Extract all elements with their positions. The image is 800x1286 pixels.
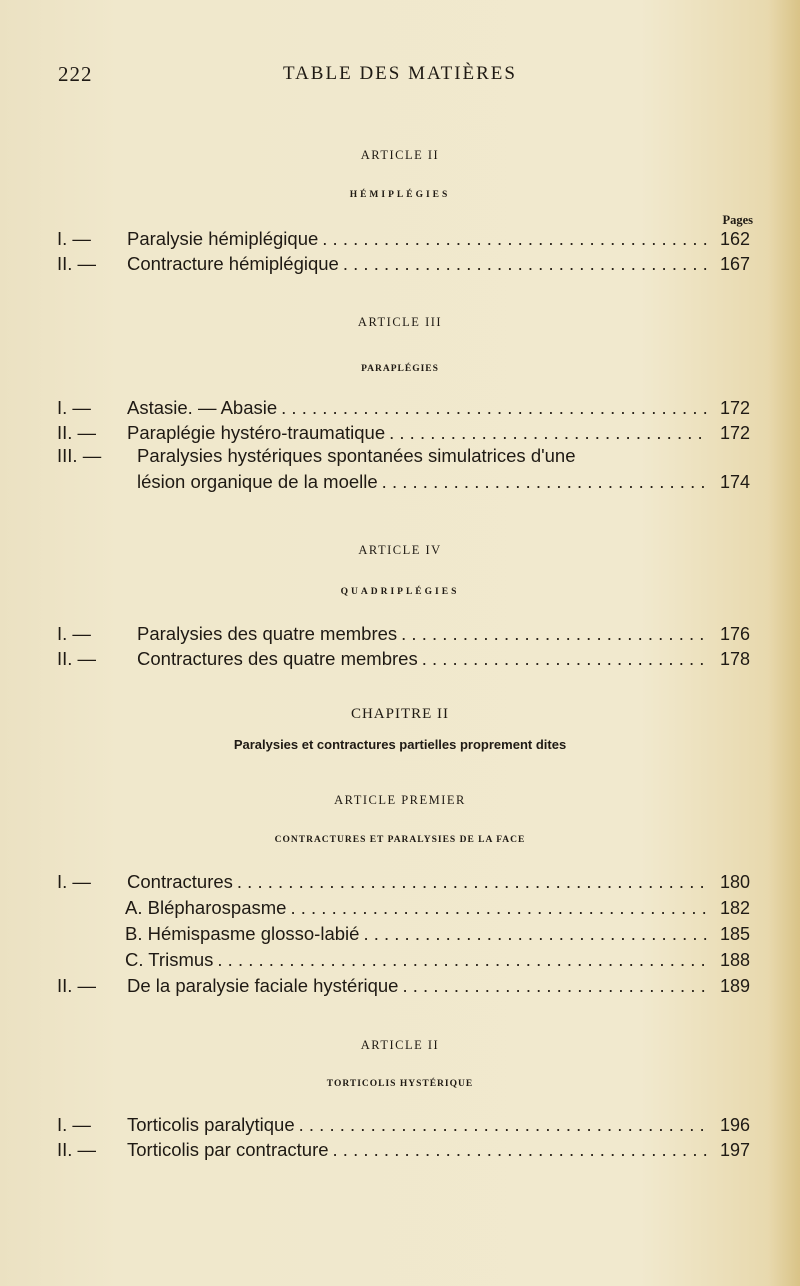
toc-entry[interactable]: [137, 469, 750, 495]
entry-title: Contractures: [127, 871, 233, 892]
article-heading: ARTICLE III: [357, 315, 443, 329]
leader-dots: [401, 621, 708, 647]
toc-entry[interactable]: [125, 921, 750, 947]
entry-page: 176: [719, 624, 750, 644]
article-heading: ARTICLE II: [360, 1038, 440, 1052]
entry-page: 189: [719, 976, 750, 996]
leader-dots: [389, 420, 708, 446]
entry-title: Contracture hémiplégique: [127, 253, 339, 274]
entry-title: Paraplégie hystéro-traumatique: [127, 422, 386, 443]
entry-title: Paralysies des quatre membres: [137, 623, 398, 644]
entry-title: Paralysies hystériques spontanées simulatrices d'une: [137, 445, 576, 466]
article-subtitle: PARAPLÉGIES: [361, 364, 439, 374]
entry-page: 174: [719, 472, 750, 492]
entry-page: 185: [719, 924, 750, 944]
chapter-subtitle: Paralysies et contractures partielles proprement dites: [233, 737, 567, 752]
leader-dots: [322, 226, 708, 252]
entry-page: 188: [719, 950, 750, 970]
toc-entry[interactable]: II. — Contractures des quatre membres . . . 178: [57, 646, 750, 672]
leader-dots: [363, 921, 708, 947]
entry-title: B. Hémispasme glosso-labié: [125, 923, 360, 944]
toc-entry[interactable]: II. — Contracture hémiplégique . . . 167: [57, 251, 750, 277]
leader-dots: [422, 646, 708, 672]
leader-dots: [333, 1137, 708, 1163]
entry-page: 172: [719, 423, 750, 443]
toc-entry[interactable]: I. — Torticolis paralytique . . . 196: [57, 1112, 750, 1138]
toc-entry[interactable]: I. — Paralysie hémiplégique . . . 162: [57, 226, 750, 252]
entry-page: 172: [719, 398, 750, 418]
entry-title: A. Blépharospasme: [125, 897, 287, 918]
entry-title: Torticolis paralytique: [127, 1114, 295, 1135]
toc-entry[interactable]: II. — Torticolis par contracture . . . 197: [57, 1137, 750, 1163]
leader-dots: [217, 947, 708, 973]
chapter-title: CHAPITRE II: [350, 706, 450, 722]
toc-entry[interactable]: II. — Paraplégie hystéro-traumatique . . . 172: [57, 420, 750, 446]
entry-title: Astasie. — Abasie: [127, 397, 278, 418]
leader-dots: [343, 251, 708, 277]
toc-entry[interactable]: I. — Paralysies des quatre membres . . . 176: [57, 621, 750, 647]
page-number: 222: [58, 62, 93, 86]
leader-dots: [382, 469, 708, 495]
toc-entry[interactable]: [125, 895, 750, 921]
page-header-title: TABLE DES MATIÈRES: [283, 63, 517, 84]
leader-dots: [402, 973, 708, 999]
leader-dots: [281, 395, 708, 421]
entry-page: 162: [719, 229, 750, 249]
toc-entry[interactable]: I. — Astasie. — Abasie . . . 172: [57, 395, 750, 421]
entry-title: lésion organique de la moelle: [137, 471, 378, 492]
leader-dots: [299, 1112, 708, 1138]
entry-page: 180: [719, 872, 750, 892]
leader-dots: [290, 895, 708, 921]
article-heading: ARTICLE II: [360, 148, 440, 162]
entry-title: Paralysie hémiplégique: [127, 228, 319, 249]
leader-dots: [237, 869, 708, 895]
entry-page: 167: [719, 254, 750, 274]
entry-title: C. Trismus: [125, 949, 214, 970]
toc-entry[interactable]: II. — De la paralysie faciale hystérique . . . 189: [57, 973, 750, 999]
entry-page: 197: [719, 1140, 750, 1160]
toc-entry[interactable]: I. — Contractures . . . 180: [57, 869, 750, 895]
entry-title: Contractures des quatre membres: [137, 648, 418, 669]
article-heading: ARTICLE IV: [358, 543, 442, 557]
entry-title: Torticolis par contracture: [127, 1139, 329, 1160]
entry-page: 182: [719, 898, 750, 918]
toc-entry[interactable]: [125, 947, 750, 973]
entry-title: De la paralysie faciale hystérique: [127, 975, 399, 996]
entry-page: 196: [719, 1115, 750, 1135]
article-subtitle: TORTICOLIS HYSTÉRIQUE: [326, 1079, 474, 1089]
article-subtitle: QUADRIPLÉGIES: [340, 587, 460, 597]
pages-column-label: Pages: [722, 213, 753, 227]
article-subtitle: CONTRACTURES ET PARALYSIES DE LA FACE: [274, 835, 526, 845]
entry-page: 178: [719, 649, 750, 669]
toc-entry-line[interactable]: III. — Paralysies hystériques spontanées simulatrices d'une: [57, 445, 576, 466]
article-heading: ARTICLE PREMIER: [334, 793, 466, 807]
article-subtitle: HÉMIPLÉGIES: [349, 190, 451, 200]
